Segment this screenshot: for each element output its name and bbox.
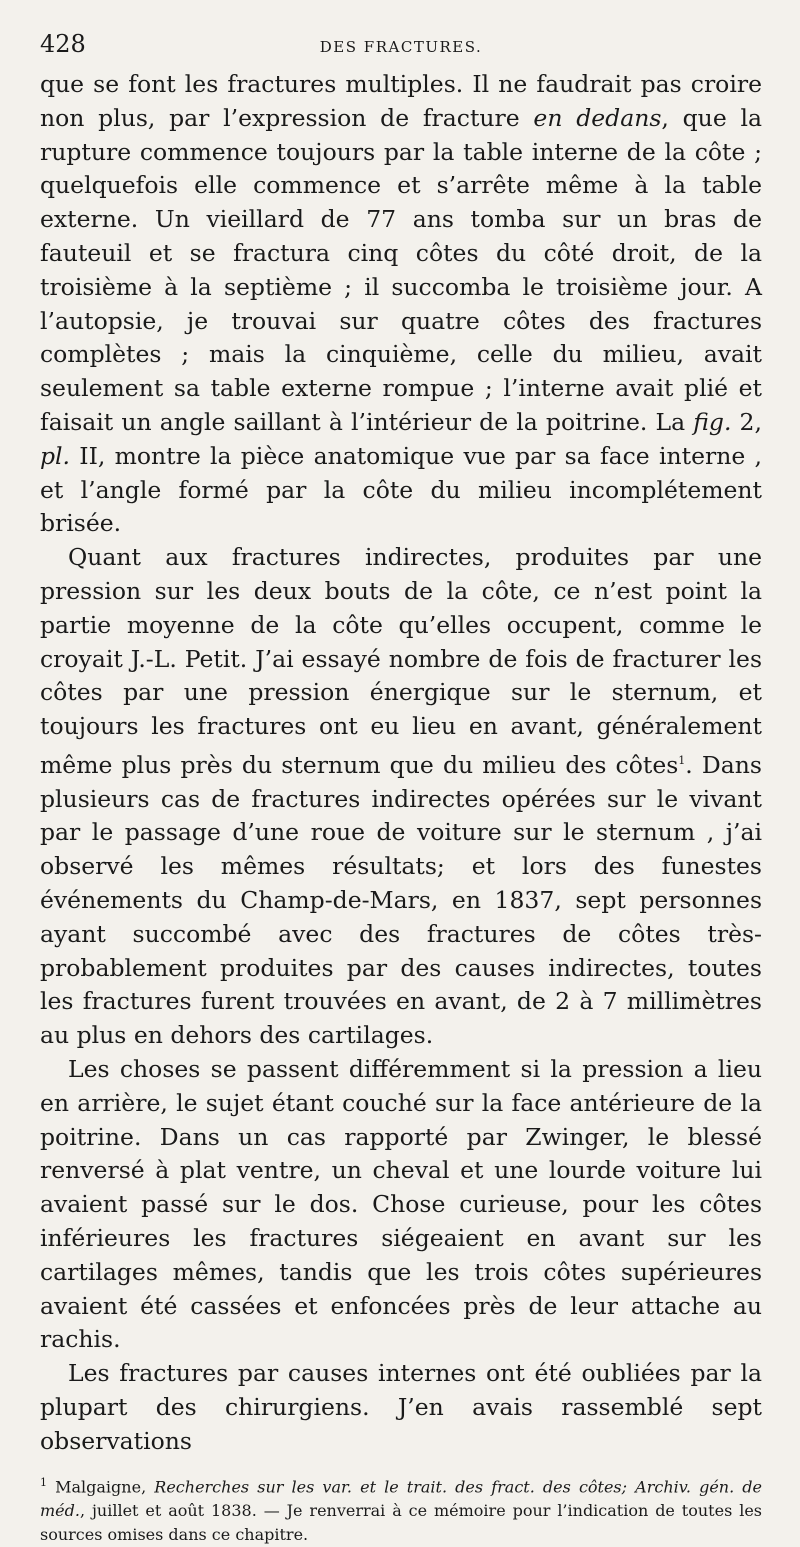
footnote-text-b: , juillet et août 1838. — Je renverrai à ce mémoire pour l’indication de toutes les sources omises dans ce chapitre. — [40, 1500, 762, 1544]
footnote-1 — [40, 1471, 762, 1547]
running-head: DES FRACTURES. — [319, 38, 483, 56]
footnote-mark: 1 — [40, 1475, 47, 1489]
figure-reference: fig. — [693, 407, 732, 436]
footnote-reference-mark: 1 — [678, 753, 686, 767]
paragraph-1-text-a: que se font les fractures multiples. Il ne faudrait pas croire non plus, par l’expression de fracture — [40, 70, 762, 132]
paragraph-3: Les choses se passent différemment si la pression a lieu en arrière, le sujet étant couché sur la face antérieure de la poitrine. Dans un cas rapporté par Zwinger, le blessé renversé à plat ventre, un cheval et une lourde voiture lui avaient passé sur le dos. Chose curieuse, pour les côtes inférieures les fractures siégeaient en avant sur les cartilages mêmes, tandis que les trois côtes supérieures avaient été cassées et enfoncées près de leur attache au rachis. — [40, 1054, 762, 1354]
paragraph-1 — [40, 68, 762, 541]
body-text — [40, 68, 762, 1459]
paragraph-1-text-c: 2, — [731, 407, 762, 436]
page-number: 428 — [40, 30, 86, 58]
paragraph-2 — [40, 541, 762, 1053]
paragraph-1-text-d: II, montre la pièce anatomique vue par sa face interne , et l’angle formé par la côte du milieu incomplétement brisée. — [40, 441, 762, 538]
paragraph-4: Les fractures par causes internes ont été oubliées par la plupart des chirurgiens. J’en avais rassemblé sept observations — [40, 1359, 762, 1455]
paragraph-2-text-b: . Dans plusieurs cas de fractures indirectes opérées sur le vivant par le passage d’une roue de voiture sur le sternum , j’ai observé les mêmes résultats; et lors des funestes événements du Champ-de-Mars, en 1837, sept personnes ayant succombé avec des fractures de côtes très-probablement produites par des causes indirectes, toutes les fractures furent trouvées en avant, de 2 à 7 millimètres au plus en dehors des cartilages. — [40, 750, 762, 1050]
paragraph-1-text-b: , que la rupture commence toujours par la table interne de la côte ; quelquefois elle commence et s’arrête même à la table externe. Un vieillard de 77 ans tomba sur un bras de fauteuil et se fractura cinq côtes du côté droit, de la troisième à la septième ; il succomba le troisième jour. A l’autopsie, je trouvai sur quatre côtes des fractures complètes ; mais la cinquième, celle du milieu, avait seulement sa table externe rompue ; l’interne avait plié et faisait un angle saillant à l’intérieur de la poitrine. La — [40, 103, 762, 436]
paragraph-2-text-a: Quant aux fractures indirectes, produites par une pression sur les deux bouts de la côte, ce n’est point la partie moyenne de la côte qu’elles occupent, comme le croyait J.-L. Petit. J’ai essayé nombre de fois de fracturer les côtes par une pression énergique sur le sternum, et toujours les fractures ont eu lieu en avant, généralement même plus près du sternum que du milieu des côtes — [40, 543, 762, 779]
plate-reference: pl. — [40, 441, 71, 470]
book-page — [40, 30, 762, 1547]
footnotes — [40, 1471, 762, 1547]
paragraph-1-emphasis: en dedans — [533, 103, 662, 132]
footnote-citation: Recherches sur les var. et le trait. des fract. des côtes; Archiv. gén. de méd. — [40, 1476, 763, 1520]
page-header — [40, 30, 762, 68]
footnote-text-a: Malgaigne, — [47, 1476, 155, 1496]
